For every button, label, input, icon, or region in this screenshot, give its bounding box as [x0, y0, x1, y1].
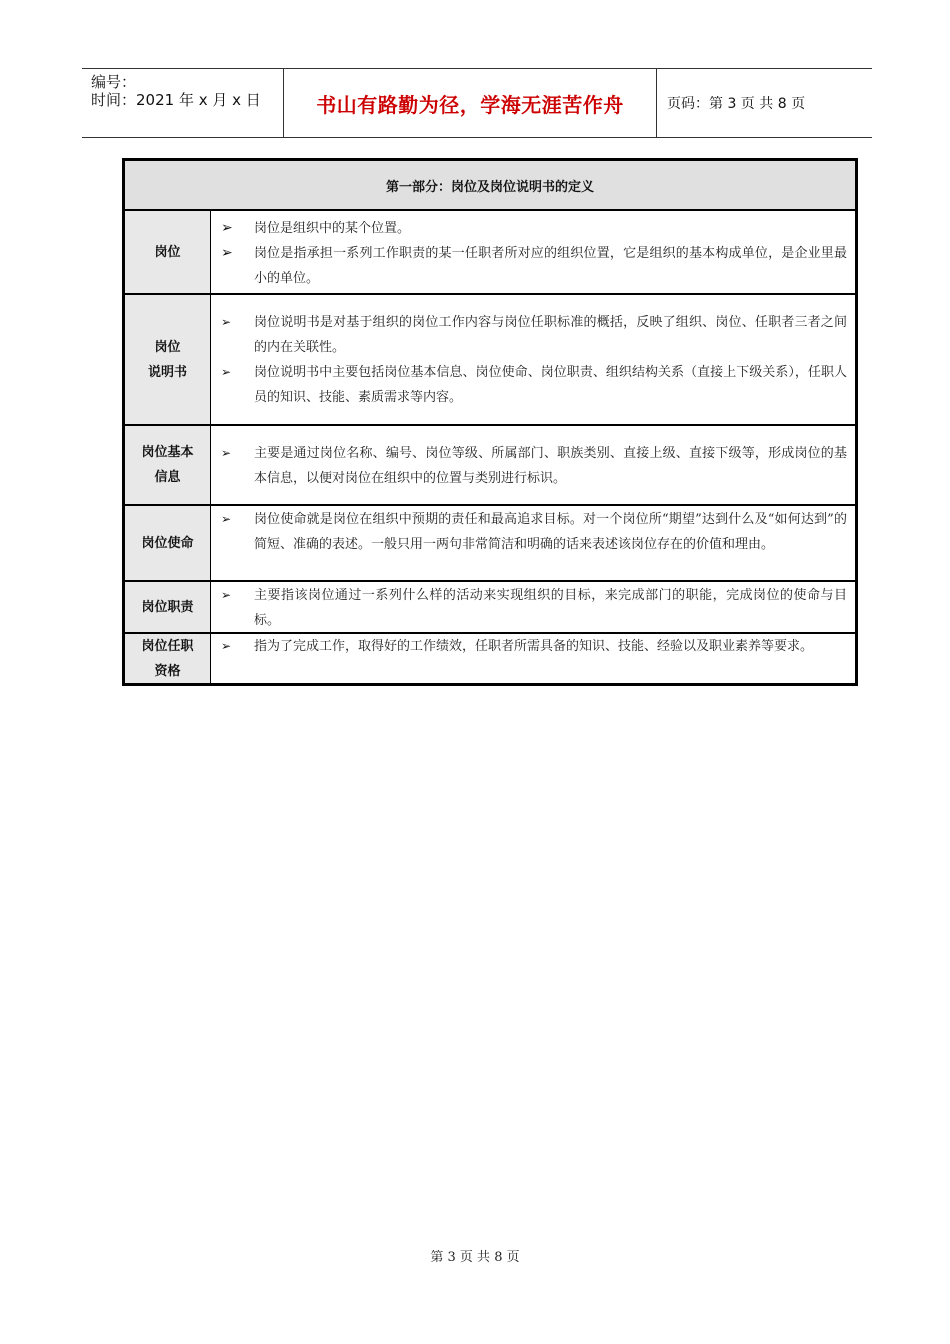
- time-label: 时间：2021 年 x 月 x 日: [91, 91, 261, 109]
- row-content: ➢ 岗位是组织中的某个位置。 ➢ 岗位是指承担一系列工作职责的某一任职者所对应的组织位置，它是组织的基本构成单位，是企业里最小的单位。: [212, 211, 855, 293]
- table-row-job-description: [125, 295, 855, 426]
- table-row-position: [125, 211, 855, 295]
- number-label: 编号：: [91, 73, 137, 91]
- row-label: 岗位 说明书: [125, 295, 211, 424]
- arrowhead-bullet-icon: ➢: [221, 220, 233, 236]
- header-page-info: 页码：第 3 页 共 8 页: [667, 96, 806, 112]
- table-row-basic-info: [125, 426, 855, 506]
- header-motto: 书山有路勤为径，学海无涯苦作舟: [316, 92, 624, 117]
- row-label: 岗位基本 信息: [125, 426, 211, 504]
- header-meta: [82, 69, 284, 137]
- table-row-mission: [125, 506, 855, 582]
- page-header: [82, 68, 872, 138]
- arrowhead-bullet-icon: ➢: [221, 639, 232, 653]
- arrowhead-bullet-icon: ➢: [221, 245, 233, 261]
- arrowhead-bullet-icon: ➢: [221, 446, 232, 460]
- definition-table: [122, 158, 858, 686]
- row-content: ➢ 岗位使命就是岗位在组织中预期的责任和最高追求目标。对一个岗位所“期望”达到什么及“如何达到”的简短、准确的表述。一般只用一两句非常简洁和明确的话来表述该岗位存在的价值和理由。: [212, 506, 855, 580]
- row-content: ➢ 主要指该岗位通过一系列什么样的活动来实现组织的目标，来完成部门的职能，完成岗位的使命与目标。: [212, 582, 855, 632]
- arrowhead-bullet-icon: ➢: [221, 365, 232, 379]
- table-row-responsibilities: [125, 582, 855, 634]
- row-label: 岗位: [125, 211, 211, 293]
- row-label: 岗位使命: [125, 506, 211, 580]
- header-motto-cell: [284, 69, 657, 137]
- header-page-cell: [657, 69, 872, 137]
- table-row-qualifications: [125, 634, 855, 683]
- row-content: ➢ 岗位说明书是对基于组织的岗位工作内容与岗位任职标准的概括，反映了组织、岗位、任职者三者之间的内在关联性。 ➢ 岗位说明书中主要包括岗位基本信息、岗位使命、岗位职责、组织结构关系（直接上下级关系），任职人员的知识、技能、素质需求等内容。: [212, 295, 855, 424]
- row-label: 岗位职责: [125, 582, 211, 632]
- page-footer: 第 3 页 共 8 页: [430, 1250, 520, 1265]
- table-title: 第一部分：岗位及岗位说明书的定义: [125, 161, 855, 211]
- row-label: 岗位任职 资格: [125, 634, 211, 683]
- row-content: ➢ 主要是通过岗位名称、编号、岗位等级、所属部门、职族类别、直接上级、直接下级等，形成岗位的基本信息，以便对岗位在组织中的位置与类别进行标识。: [212, 426, 855, 504]
- arrowhead-bullet-icon: ➢: [221, 512, 232, 526]
- row-content: ➢ 指为了完成工作，取得好的工作绩效，任职者所需具备的知识、技能、经验以及职业素养等要求。: [212, 634, 855, 683]
- arrowhead-bullet-icon: ➢: [221, 315, 232, 329]
- arrowhead-bullet-icon: ➢: [221, 588, 232, 602]
